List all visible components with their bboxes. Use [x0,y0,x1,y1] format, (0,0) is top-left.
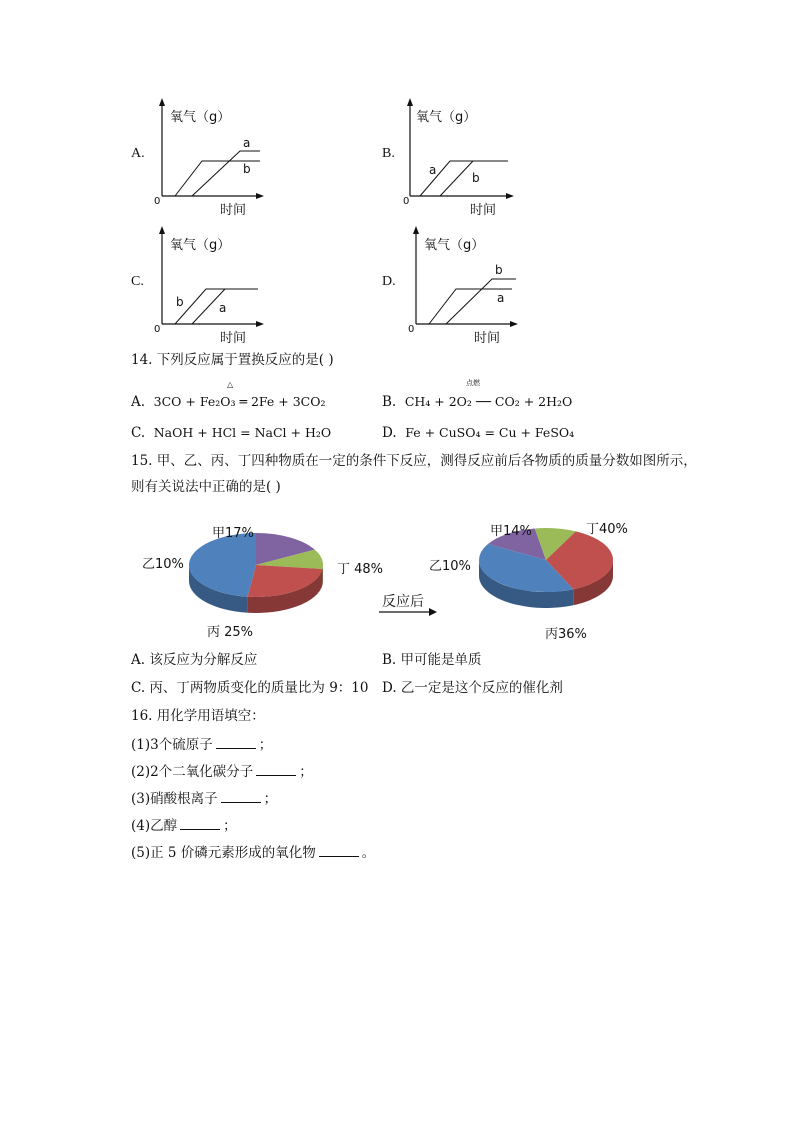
q15-option-b: B. 甲可能是单质 [382,652,482,668]
graph-a-xlabel: 时间 [220,203,247,218]
q16-item-2 [131,763,313,780]
reaction-arrow-label: 反应后 [382,594,424,610]
q16-item-1-end: ； [258,737,273,753]
q16-item-4-text: (4)乙醇 [131,818,178,834]
q16-blank-3[interactable] [221,790,261,803]
q14-d-equation: Fe + CuSO₄ = Cu + FeSO₄ [405,425,575,440]
q14-a-equation: 3CO + Fe₂O₃ ═ 2Fe + 3CO₂ [153,394,326,409]
graph-a-curve-label-1: a [243,136,251,150]
graph-b-xlabel: 时间 [470,203,497,218]
q14-b-label: B. [382,394,397,410]
pie-before-label-bing: 丙 25% [207,625,254,640]
q16-item-3 [131,790,277,807]
q16-blank-5[interactable] [319,844,359,857]
q14-d-label: D. [382,425,397,441]
q16-item-5-text: (5)正 5 价磷元素形成的氧化物 [131,845,316,861]
pie-after-label-jia: 甲14% [490,524,532,539]
q15-option-c: C. 丙、丁两物质变化的质量比为 9：10 [131,680,369,696]
q16-blank-4[interactable] [180,817,220,830]
q16-item-3-text: (3)硝酸根离子 [131,791,218,807]
q15-option-a: A. 该反应为分解反应 [131,652,258,668]
q14-option-a [131,394,326,410]
q16-blank-2[interactable] [256,763,296,776]
q14-b-equation: CH₄ + 2O₂ ── CO₂ + 2H₂O [404,394,573,409]
q15-stem-line2: 则有关说法中正确的是( ) [131,479,281,495]
graph-a-curve-label-2: b [243,162,251,176]
graph-b-ylabel: 氧气（g） [416,110,477,125]
graph-d-xlabel: 时间 [474,331,501,346]
q14-a-label: A. [131,394,146,410]
q14-stem: 14. 下列反应属于置换反应的是( ) [131,352,334,368]
q15-option-d: D. 乙一定是这个反应的催化剂 [382,680,563,696]
reaction-arrow-icon [379,606,439,618]
graph-a-origin: 0 [154,196,161,207]
graph-c-origin: 0 [154,324,161,335]
q16-item-4 [131,817,237,834]
graph-d-origin: 0 [408,324,415,335]
q16-item-5 [131,844,375,861]
q16-item-2-text: (2)2个二氧化碳分子 [131,764,254,780]
pie-chart-after [478,525,638,625]
q16-blank-1[interactable] [216,736,256,749]
q16-item-3-end: ； [263,791,278,807]
graph-d-curve-label-2: a [497,291,505,305]
pie-before-label-ding: 丁 48% [337,562,384,577]
option-d-label: D. [382,274,396,289]
graph-c-ylabel: 氧气（g） [170,238,231,253]
graph-b-curve-label-1: a [429,163,437,177]
option-a-label: A. [131,146,145,161]
q16-item-4-end: ； [223,818,237,834]
graph-b-curve-label-2: b [472,171,480,185]
q16-item-1-text: (1)3个硫原子 [131,737,213,753]
pie-before-label-jia: 甲17% [212,526,254,541]
q16-item-2-end: ； [299,764,313,780]
q14-a-condition: △ [227,380,234,389]
q16-item-1 [131,736,272,753]
graph-c-xlabel: 时间 [220,331,247,346]
q14-c-label: C. [131,425,146,441]
q14-option-b [382,394,572,410]
q14-option-d [382,425,574,441]
graph-b-origin: 0 [403,196,410,207]
pie-after-label-yi: 乙10% [429,559,471,574]
q15-stem-line1: 15. 甲、乙、丙、丁四种物质在一定的条件下反应，测得反应前后各物质的质量分数如图所示， [131,453,697,469]
graph-a-ylabel: 氧气（g） [170,110,231,125]
graph-c-curve-label-1: b [176,295,184,309]
pie-before-label-yi: 乙10% [142,557,184,572]
graph-d-ylabel: 氧气（g） [424,238,485,253]
q16-item-5-end: 。 [361,845,376,861]
q14-c-equation: NaOH + HCl = NaCl + H₂O [153,425,332,440]
option-c-label: C. [131,274,144,289]
pie-chart-before [188,530,348,630]
graph-c-curve-label-2: a [219,301,227,315]
pie-after-label-ding: 丁40% [586,522,628,537]
q16-stem: 16. 用化学用语填空： [131,708,265,724]
graph-d-curve-label-1: b [495,263,503,277]
option-b-label: B. [382,146,395,161]
pie-after-label-bing: 丙36% [545,627,587,642]
q14-b-condition: 点燃 [466,379,480,387]
q14-option-c [131,425,331,441]
